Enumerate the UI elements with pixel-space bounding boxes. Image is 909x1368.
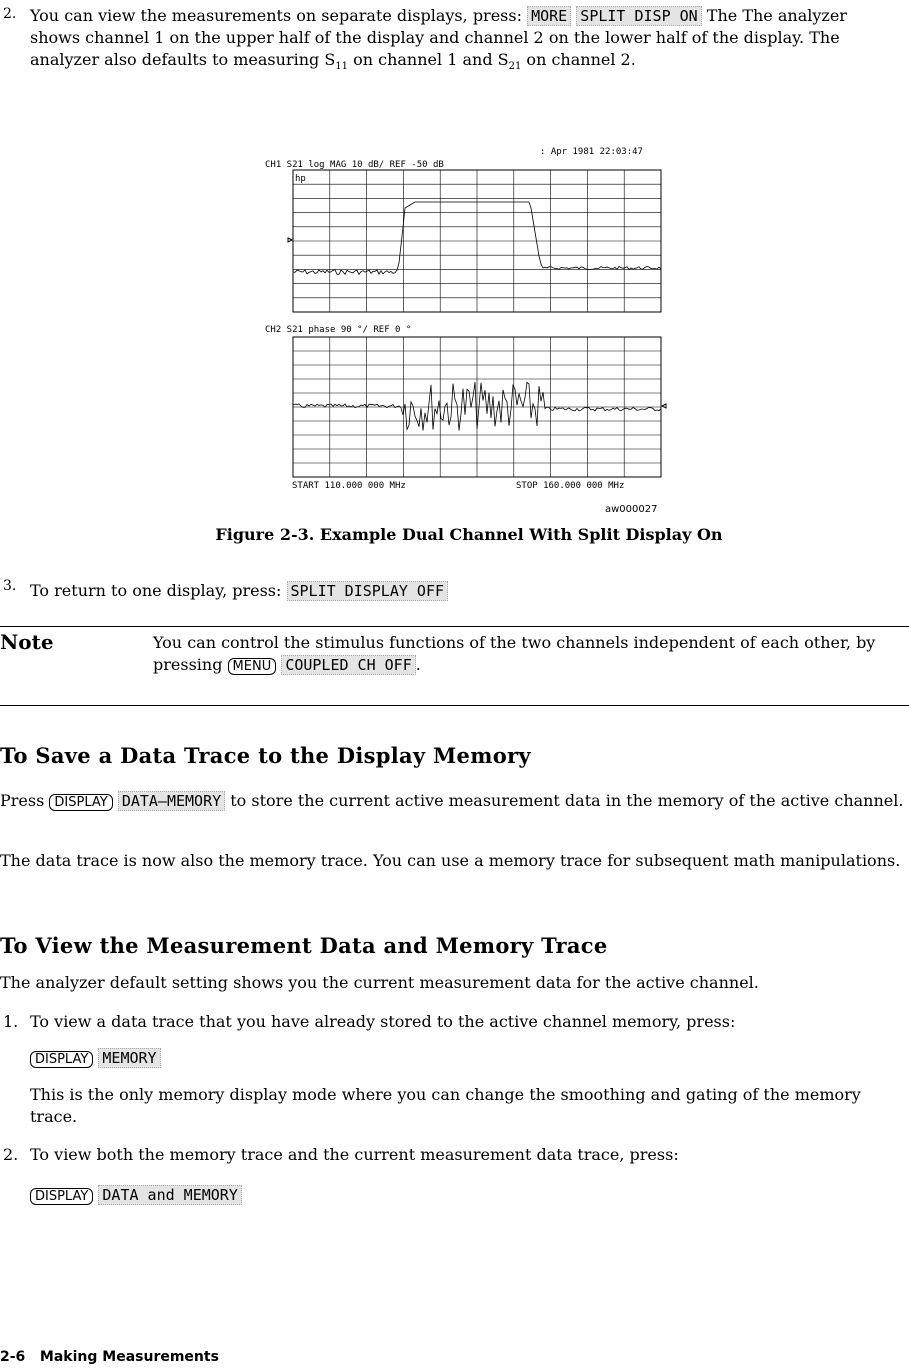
stop-frequency: STOP 160.000 000 MHz <box>516 481 625 491</box>
divider <box>0 626 909 627</box>
start-frequency: START 110.000 000 MHz <box>292 481 406 491</box>
subscript: 11 <box>335 61 349 73</box>
softkey-data-memory[interactable]: DATA—MEMORY <box>118 791 225 811</box>
ch2-header: CH2 S21 phase 90 °/ REF 0 ° <box>265 325 412 335</box>
hardkey-display[interactable]: DISPLAY <box>30 1188 93 1205</box>
dual-channel-figure <box>255 140 675 520</box>
step-number: 2. <box>3 1145 19 1164</box>
softkey-split-disp-on[interactable]: SPLIT DISP ON <box>576 6 701 26</box>
note-text <box>153 632 909 676</box>
step-number: 1. <box>3 1012 19 1031</box>
text: . <box>415 655 421 674</box>
view-step-1-keys <box>30 1047 161 1069</box>
ch1-header: CH1 S21 log MAG 10 dB/ REF -50 dB <box>265 160 444 170</box>
hardkey-display[interactable]: DISPLAY <box>30 1051 93 1068</box>
save-paragraph-2: The data trace is now also the memory trace. You can use a memory trace for subsequent math manipulations. <box>0 851 901 870</box>
view-step-2-keys <box>30 1184 242 1206</box>
softkey-more[interactable]: MORE <box>527 6 571 26</box>
ch1-reference-marker-icon <box>288 238 292 242</box>
subscript: 21 <box>508 61 522 73</box>
text: Press <box>0 791 45 810</box>
ch2-reference-marker-icon <box>662 404 666 408</box>
hp-logo: hp <box>295 174 306 184</box>
softkey-memory[interactable]: MEMORY <box>98 1048 160 1068</box>
step-2-text: You can view the measurements on separate displays, press: MORE SPLIT DISP ON The The analyzer shows channel 1 on the upper half of the display and channel 2 on the lower half of the display. The analyzer also defaults to measuring $S_{11}$ on channel 1 and $S_{21}$ on channel 2. <box>30 6 847 73</box>
section-heading-view: To View the Measurement Data and Memory Trace <box>0 933 608 958</box>
note-label: Note <box>0 630 54 654</box>
text: To return to one display, press: <box>30 581 282 600</box>
view-step-1-note: This is the only memory display mode where you can change the smoothing and gating of the memory trace. <box>30 1085 861 1126</box>
step-3-text <box>30 580 448 602</box>
text: The analyzer shows channel 1 on the upper half of the display and channel 2 on the lower half of the display. The analyzer also defaults to measuring S <box>30 6 847 69</box>
section-name: Making Measurements <box>39 1349 219 1365</box>
softkey-data-and-memory[interactable]: DATA and MEMORY <box>98 1185 241 1205</box>
softkey-coupled-ch-off[interactable]: COUPLED CH OFF <box>281 655 415 675</box>
figure-caption: Figure 2-3. Example Dual Channel With Split Display On <box>215 525 723 544</box>
save-paragraph <box>0 790 905 812</box>
figure-id: aw000027 <box>605 504 658 515</box>
step-number: 2. <box>3 6 17 22</box>
text: to store the current active measurement data in the memory of the active channel. <box>230 791 904 810</box>
view-step-1-text: To view a data trace that you have already stored to the active channel memory, press: <box>30 1012 736 1031</box>
divider <box>0 705 909 706</box>
text: You can view the measurements on separate displays, press: <box>30 6 522 25</box>
view-step-2-text: To view both the memory trace and the current measurement data trace, press: <box>30 1145 679 1164</box>
timestamp: : Apr 1981 22:03:47 <box>540 147 643 157</box>
hardkey-menu[interactable]: MENU <box>228 658 277 675</box>
text: on channel 1 and S <box>348 50 509 69</box>
text: You can control the stimulus functions of the two channels independent of each other, by pressing <box>153 633 876 674</box>
section-heading-save: To Save a Data Trace to the Display Memory <box>0 743 531 768</box>
hardkey-display[interactable]: DISPLAY <box>49 794 112 811</box>
page-number: 2-6 <box>0 1349 26 1365</box>
step-number: 3. <box>3 578 17 594</box>
view-intro: The analyzer default setting shows you the current measurement data for the active channel. <box>0 973 759 992</box>
softkey-split-display-off[interactable]: SPLIT DISPLAY OFF <box>287 581 449 601</box>
text: on channel 2. <box>521 50 636 69</box>
